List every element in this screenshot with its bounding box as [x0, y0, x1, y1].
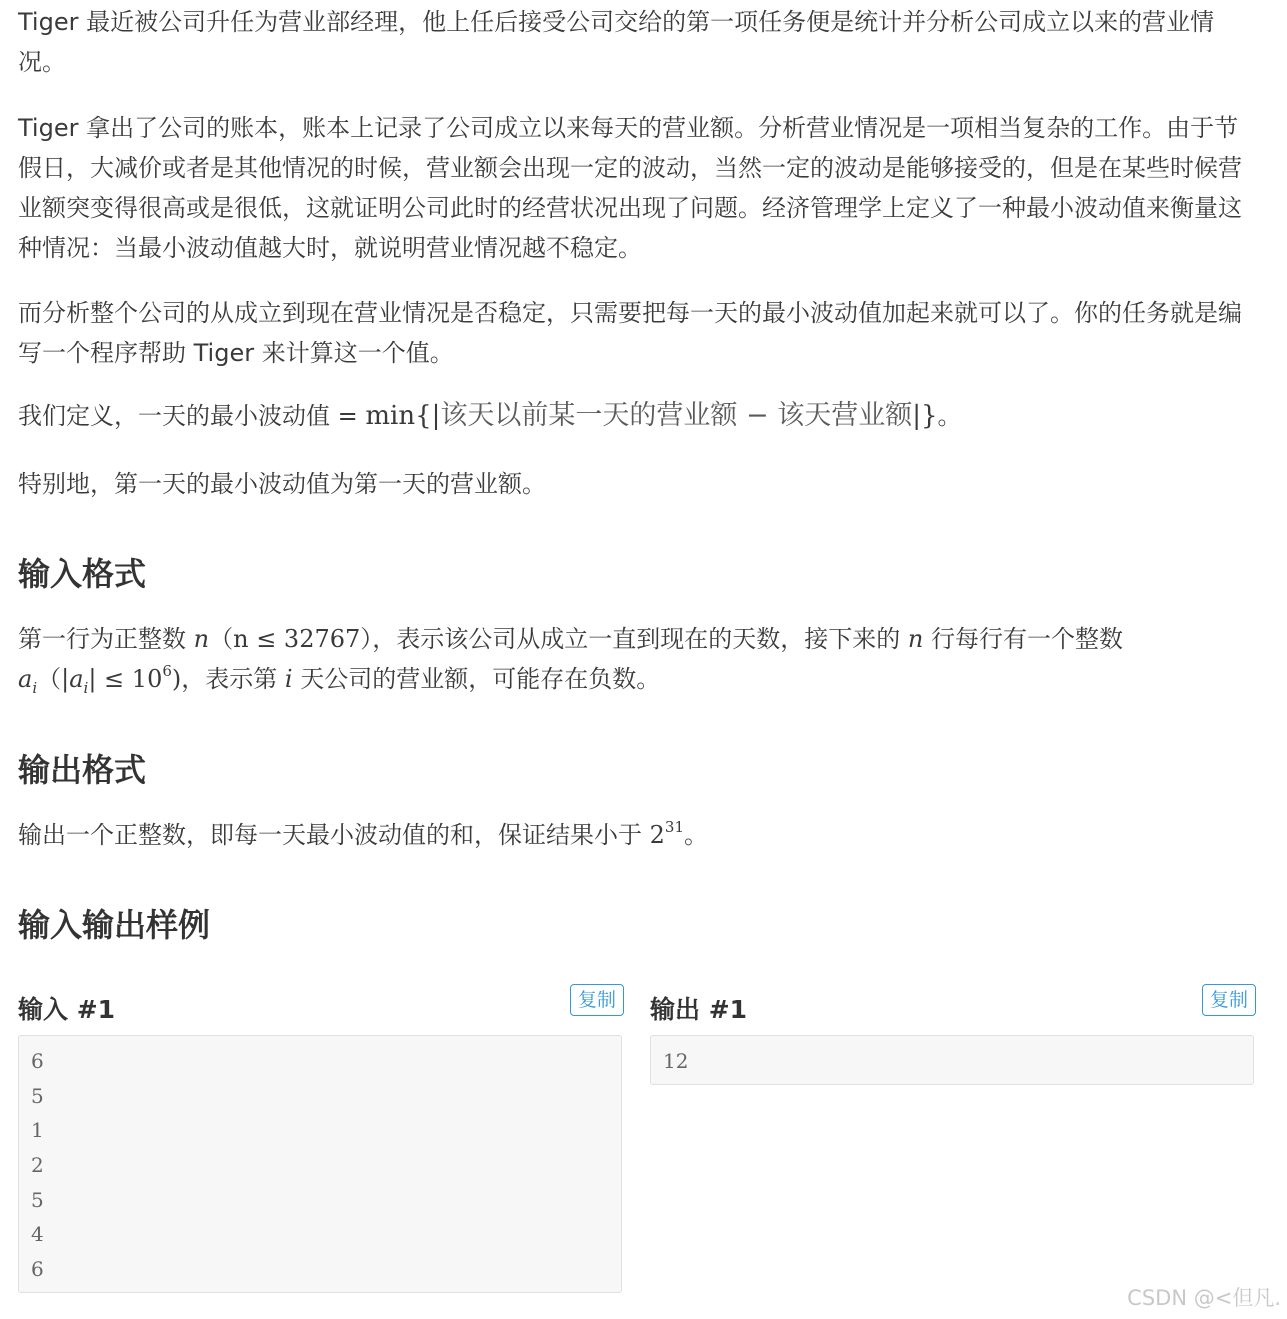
var-i: i: [284, 665, 293, 693]
sample-input-title: 输入 #1: [18, 995, 116, 1024]
copy-input-button[interactable]: 复制: [570, 984, 624, 1016]
input-text-c: 行每行有一个整数: [923, 625, 1124, 653]
description-paragraph-3: 而分析整个公司的从成立到现在营业情况是否稳定，只需要把每一天的最小波动值加起来就可以了。你的任务就是编写一个程序帮助 Tiger 来计算这一个值。: [18, 299, 1242, 367]
description-paragraph-5: 特别地，第一天的最小波动值为第一天的营业额。: [18, 470, 546, 498]
input-format-heading: 输入格式: [18, 555, 147, 593]
sample-input-line: 6: [31, 1049, 44, 1073]
samples-heading: 输入输出样例: [18, 906, 211, 944]
formula-open: min{|: [365, 401, 441, 431]
definition-suffix: 。: [937, 402, 962, 430]
input-text-e: 天公司的营业额，可能存在负数。: [292, 665, 661, 693]
exp-6: 6: [162, 662, 172, 680]
copy-output-button[interactable]: 复制: [1202, 984, 1256, 1016]
power-base: 2: [649, 821, 665, 849]
var-n: n: [193, 625, 210, 653]
sample-output-title: 输出 #1: [650, 995, 748, 1024]
paren-close: ）: [360, 625, 373, 653]
sample-input-line: 5: [31, 1083, 44, 1108]
output-format-heading: 输出格式: [18, 751, 147, 789]
constraint-n: n ≤ 32767: [233, 625, 361, 653]
formula-inner: 该天以前某一天的营业额 − 该天营业额: [440, 400, 913, 431]
output-format-text: [18, 815, 708, 855]
sample-input-line: 4: [31, 1222, 44, 1247]
input-text-d: ，表示第: [181, 665, 285, 693]
paren-close2: ): [171, 665, 182, 693]
sample-input-line: 5: [31, 1187, 44, 1212]
definition-prefix: 我们定义，一天的最小波动值 =: [18, 402, 366, 430]
sample-input-box: [18, 1035, 622, 1293]
sample-input-line: 6: [31, 1257, 44, 1282]
abs-open: |: [61, 665, 70, 693]
sample-output: [650, 984, 1256, 1073]
sample-output-box: [650, 1035, 1254, 1085]
sub-i2: i: [83, 678, 89, 697]
var-n2: n: [907, 625, 924, 653]
input-format-text: [18, 619, 1263, 699]
abs-close: | ≤ 10: [88, 665, 163, 693]
output-text-b: 。: [684, 821, 709, 849]
input-text-a: 第一行为正整数: [18, 625, 194, 653]
definition-paragraph: [18, 396, 1258, 436]
var-a2: a: [69, 665, 84, 693]
output-text-a: 输出一个正整数，即每一天最小波动值的和，保证结果小于: [18, 821, 650, 849]
sub-i: i: [32, 678, 38, 697]
power-exp: 31: [664, 818, 685, 836]
paren-open: （: [209, 625, 234, 653]
paren-open2: （: [37, 665, 62, 693]
sample-output-line: 12: [663, 1049, 689, 1073]
description-paragraph-2: Tiger 拿出了公司的账本，账本上记录了公司成立以来每天的营业额。分析营业情况是一项相当复杂的工作。由于节假日，大减价或者是其他情况的时候，营业额会出现一定的波动，当然一定的波动是能够接受的，但是在某些时候营业额突变得很高或是很低，这就证明公司此时的经营状况出现了问题。经济管理学上定义了一种最小波动值来衡量这种情况：当最小波动值越大时，就说明营业情况越不稳定。: [18, 114, 1242, 262]
sample-input-line: 1: [31, 1118, 44, 1143]
description-paragraph-1: Tiger 最近被公司升任为营业部经理，他上任后接受公司交给的第一项任务便是统计并分析公司成立以来的营业情况。: [18, 8, 1215, 76]
sample-input: [18, 984, 624, 1282]
sample-input-line: 2: [31, 1153, 44, 1178]
var-a: a: [18, 665, 33, 693]
input-text-b: ，表示该公司从成立一直到现在的天数，接下来的: [372, 625, 908, 653]
watermark: CSDN @<但凡.: [1127, 1286, 1281, 1310]
formula-close: |}: [912, 401, 938, 431]
